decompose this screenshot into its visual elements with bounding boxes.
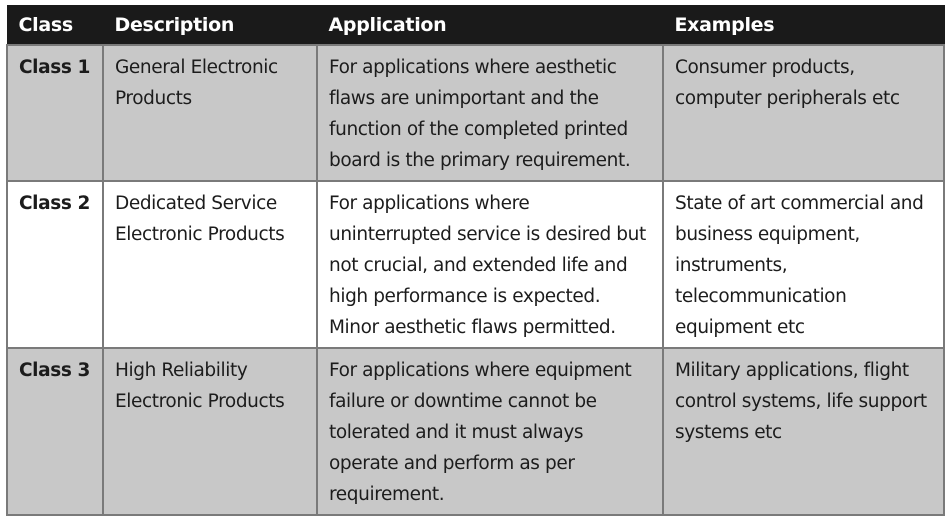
examples-cell: State of art commercial and business equipment, instruments, telecommunication equipment etc — [663, 181, 944, 348]
header-description: Description — [103, 6, 317, 46]
application-cell: For applications where equipment failure or downtime cannot be tolerated and it must always operate and perform as per requirement. — [317, 348, 663, 515]
header-application: Application — [317, 6, 663, 46]
description-cell: High Reliability Electronic Products — [103, 348, 317, 515]
application-cell: For applications where aesthetic flaws are unimportant and the function of the completed printed board is the primary requirement. — [317, 45, 663, 181]
table-row — [7, 181, 944, 348]
table-row — [7, 348, 944, 515]
examples-cell: Military applications, flight control systems, life support systems etc — [663, 348, 944, 515]
table-row — [7, 45, 944, 181]
class-cell: Class 3 — [7, 348, 103, 515]
description-cell: General Electronic Products — [103, 45, 317, 181]
header-examples: Examples — [663, 6, 944, 46]
header-class: Class — [7, 6, 103, 46]
pcb-class-table — [6, 5, 945, 516]
examples-cell: Consumer products, computer peripherals etc — [663, 45, 944, 181]
class-cell: Class 1 — [7, 45, 103, 181]
header-row — [7, 6, 944, 46]
description-cell: Dedicated Service Electronic Products — [103, 181, 317, 348]
class-cell: Class 2 — [7, 181, 103, 348]
application-cell: For applications where uninterrupted service is desired but not crucial, and extended life and high performance is expected. Minor aesthetic flaws permitted. — [317, 181, 663, 348]
